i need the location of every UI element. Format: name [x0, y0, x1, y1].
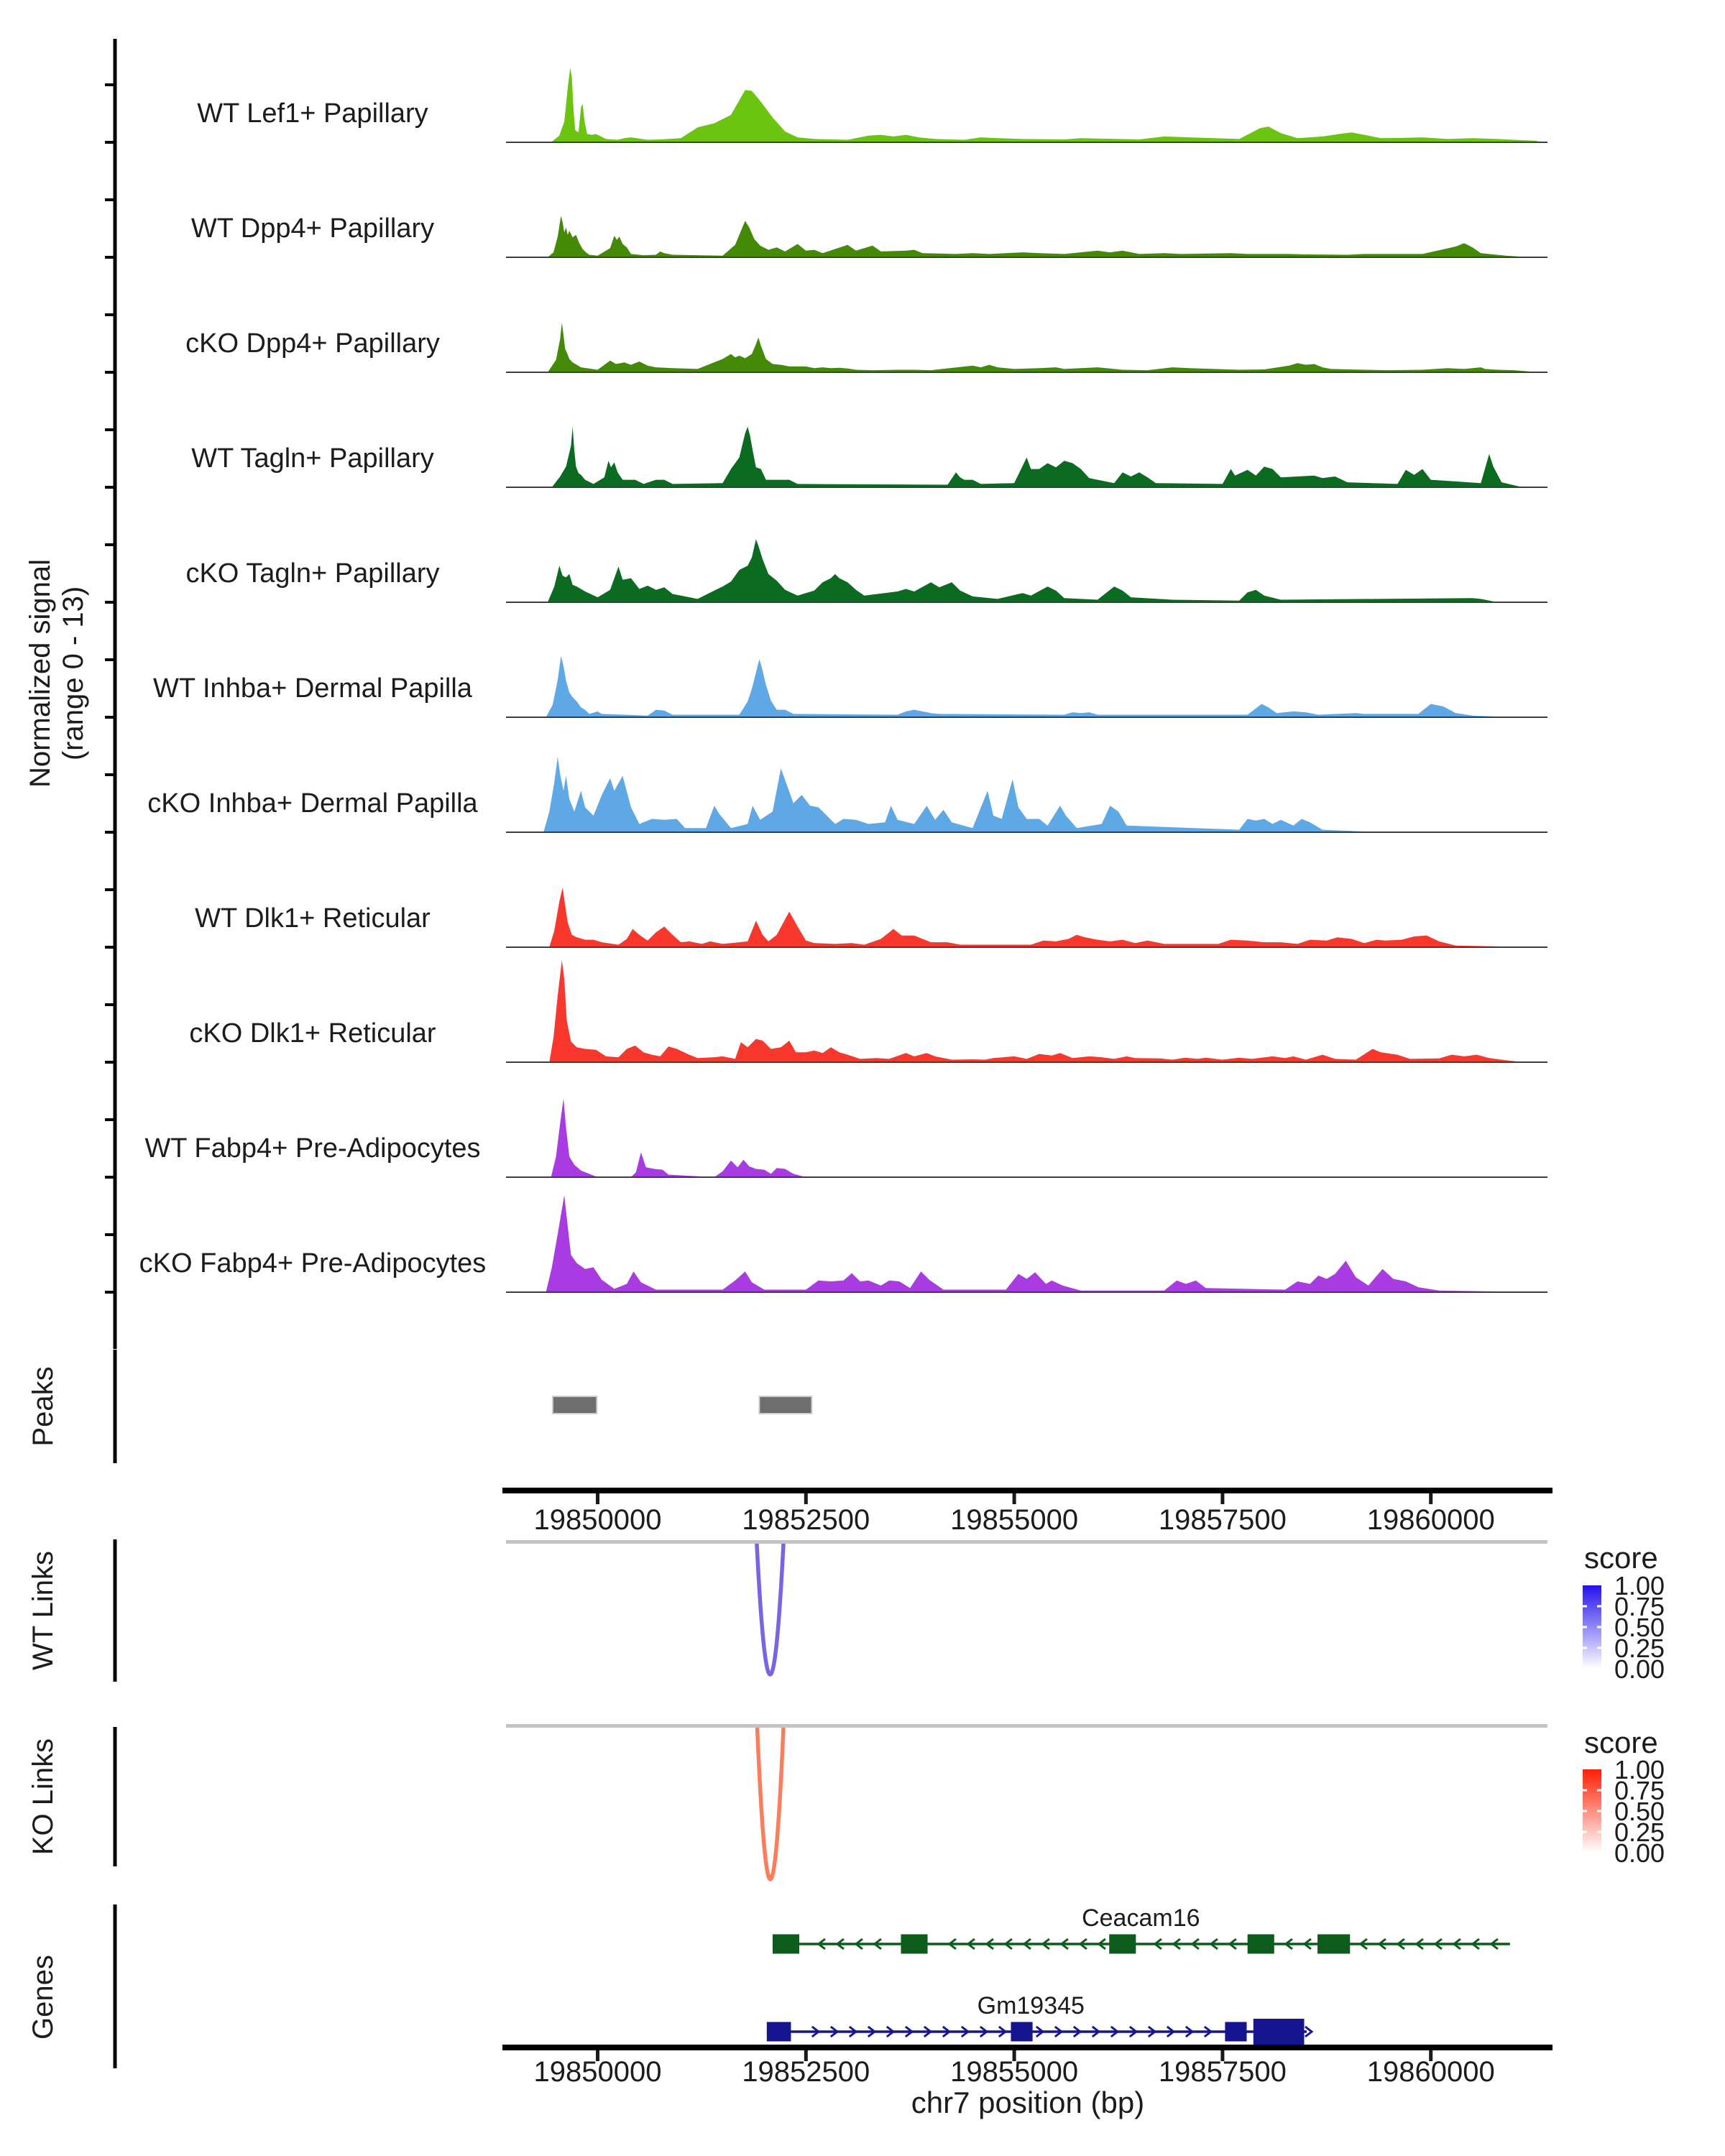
gradient-tick	[1583, 1810, 1587, 1812]
link-arc-2	[757, 1728, 783, 1879]
gradient-tick	[1583, 1647, 1587, 1649]
genome-axis-top-tick-label: 19857500	[1158, 1504, 1287, 1536]
peak-bar-2	[759, 1396, 811, 1414]
track-label: WT Lef1+ Papillary	[197, 98, 428, 129]
genome-axis-top-line	[502, 1488, 1552, 1493]
gene-name-label: Ceacam16	[1082, 1904, 1200, 1932]
track-label: WT Tagln+ Papillary	[191, 443, 434, 474]
genome-axis-bottom-tick-label: 19852500	[742, 2056, 870, 2088]
gradient-tick	[1597, 1606, 1601, 1608]
genome-axis-top-tick	[596, 1493, 599, 1504]
score-legend-value: 0.25	[1614, 1634, 1665, 1663]
track-label: cKO Inhba+ Dermal Papilla	[147, 788, 478, 819]
track-label: cKO Tagln+ Papillary	[185, 558, 440, 589]
gene-name-label: Gm19345	[977, 1992, 1085, 2019]
genome-axis-top-tick	[804, 1493, 808, 1504]
genome-axis-top-tick-label: 19855000	[950, 1504, 1079, 1536]
score-legend-value: 0.00	[1614, 1654, 1665, 1684]
wt-score-legend-title: score	[1584, 1541, 1658, 1575]
links-panel-border	[506, 1540, 1547, 1544]
track-label: WT Fabp4+ Pre-Adipocytes	[144, 1133, 481, 1164]
gradient-tick	[1597, 1810, 1601, 1812]
links-panel-border	[506, 1724, 1547, 1728]
track-label: WT Inhba+ Dermal Papilla	[153, 673, 472, 704]
gene-exon	[773, 1935, 799, 1954]
genome-axis-top-tick	[1220, 1493, 1224, 1504]
score-legend-value: 0.75	[1614, 1776, 1665, 1805]
genome-axis-top-tick	[1013, 1493, 1016, 1504]
genome-axis-bottom-tick-label: 19850000	[533, 2056, 662, 2088]
gradient-tick	[1597, 1626, 1601, 1628]
genes-track-label: Genes	[27, 1955, 59, 2040]
y-axis-label-line2: (range 0 - 13)	[58, 586, 89, 761]
x-axis-title: chr7 position (bp)	[911, 2086, 1145, 2119]
coverage-area-4	[552, 427, 1522, 487]
track-label: WT Dlk1+ Reticular	[195, 903, 431, 934]
track-label: cKO Dlk1+ Reticular	[189, 1018, 436, 1049]
gradient-tick	[1583, 1789, 1587, 1792]
gene-exon	[1109, 1935, 1136, 1954]
coverage-area-7	[543, 757, 1539, 832]
coverage-area-8	[549, 888, 1539, 947]
coverage-area-1	[551, 68, 1544, 142]
gene-exon	[767, 2022, 791, 2042]
ko-score-legend-title: score	[1584, 1726, 1658, 1759]
coverage-area-9	[549, 960, 1522, 1062]
ko-links-track-label: KO Links	[27, 1738, 59, 1856]
score-legend-value: 0.50	[1614, 1797, 1665, 1826]
peak-bar-1	[553, 1396, 597, 1414]
coverage-area-2	[548, 216, 1531, 257]
score-legend-value: 1.00	[1614, 1571, 1665, 1600]
score-legend-value: 0.50	[1614, 1613, 1665, 1642]
genome-axis-bottom-tick-label: 19857500	[1158, 2056, 1287, 2088]
chart-graphics	[105, 39, 1665, 2088]
genome-axis-bottom-line	[502, 2045, 1552, 2050]
gradient-tick	[1583, 1831, 1587, 1833]
gradient-tick	[1583, 1626, 1587, 1628]
genome-axis-bottom-tick-label: 19860000	[1366, 2056, 1495, 2088]
genome-axis-top-tick-label: 19850000	[533, 1504, 662, 1536]
gene-exon	[1317, 1935, 1350, 1954]
genome-axis-bottom-tick-label: 19855000	[950, 2056, 1079, 2088]
gradient-tick	[1597, 1831, 1601, 1833]
coverage-area-10	[551, 1098, 1540, 1177]
genome-axis-top-tick-label: 19860000	[1366, 1504, 1495, 1536]
gradient-tick	[1583, 1606, 1587, 1608]
track-label: cKO Dpp4+ Papillary	[185, 328, 440, 359]
score-legend-value: 0.25	[1614, 1818, 1665, 1847]
track-label: cKO Fabp4+ Pre-Adipocytes	[139, 1248, 487, 1279]
gene-exon	[1225, 2022, 1246, 2042]
wt-links-track-label: WT Links	[27, 1551, 59, 1670]
gene-exon	[901, 1935, 927, 1954]
y-axis-label-line1: Normalized signal	[24, 559, 56, 788]
genome-axis-top-tick	[1429, 1493, 1432, 1504]
gradient-tick	[1597, 1789, 1601, 1792]
score-legend-value: 1.00	[1614, 1755, 1665, 1784]
gradient-tick	[1597, 1647, 1601, 1649]
track-label: WT Dpp4+ Papillary	[190, 213, 435, 244]
link-arc-1	[757, 1544, 783, 1674]
peaks-track-label: Peaks	[27, 1366, 59, 1447]
coverage-area-6	[546, 656, 1514, 717]
gene-exon	[1011, 2022, 1032, 2042]
coverage-area-11	[546, 1195, 1540, 1292]
gene-exon-large	[1254, 2019, 1305, 2045]
coverage-area-5	[548, 539, 1497, 602]
score-legend-value: 0.00	[1614, 1838, 1665, 1868]
genome-axis-top-tick-label: 19852500	[742, 1504, 870, 1536]
coverage-area-3	[548, 323, 1539, 372]
gene-exon	[1248, 1935, 1274, 1954]
score-legend-value: 0.75	[1614, 1592, 1665, 1621]
